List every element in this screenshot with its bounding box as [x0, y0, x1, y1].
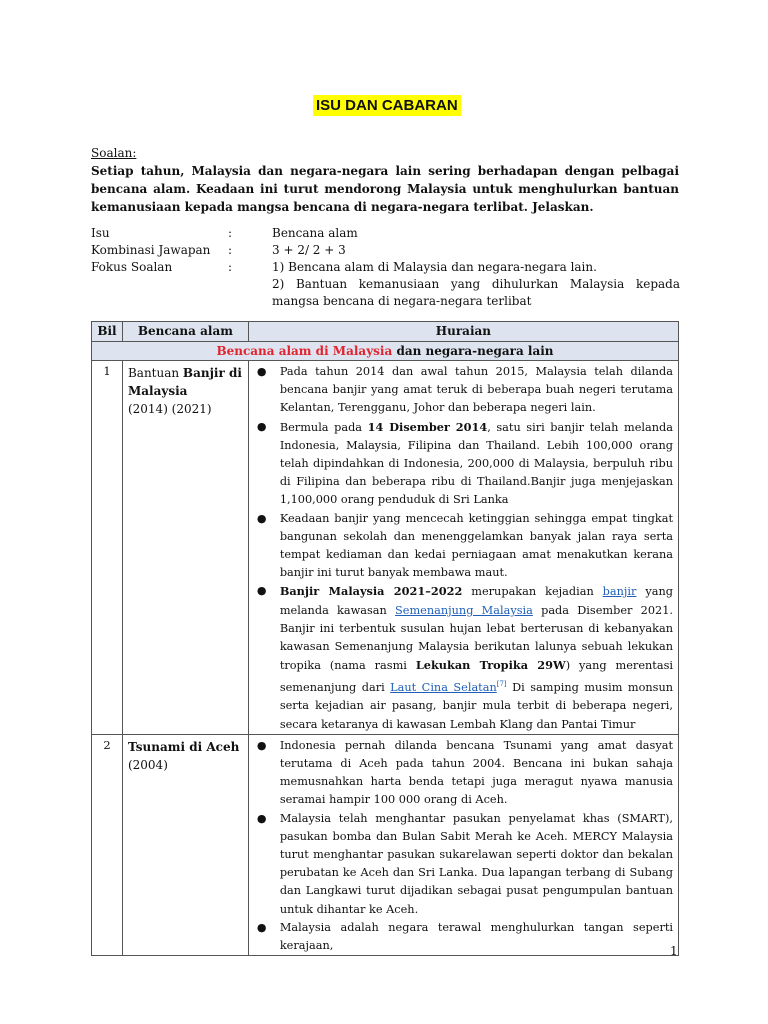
meta-row-fokus — [91, 259, 680, 310]
kombinasi-label: Kombinasi Jawapan — [91, 243, 211, 257]
colon: : — [228, 243, 233, 257]
row-description — [248, 361, 678, 735]
fokus-1: 1) Bencana alam di Malaysia dan negara-negara lain. — [272, 260, 597, 274]
disaster-name: Banjir di Malaysia — [127, 366, 242, 398]
colon: : — [228, 226, 233, 240]
list-item — [254, 510, 673, 583]
fokus-2: 2) Bantuan kemanusiaan yang dihulurkan Malaysia kepada mangsa bencana di negara-negara terlibat — [272, 277, 680, 308]
bullet-text: ) yang merentasi semenanjung dari — [279, 659, 673, 695]
bullet-text: Di samping musim monsun serta kejadian air pasang, banjir mula terbit di beberapa negeri, secara ketaranya di kawasan Lembah Klang dan Pantai Timur — [279, 681, 673, 731]
bullet-icon: ● — [256, 511, 267, 525]
citation-link[interactable]: [7] — [496, 680, 507, 689]
colon: : — [228, 260, 233, 274]
bullet-text: Malaysia adalah negara terawal menghulurkan tangan seperti kerajaan, — [279, 920, 673, 953]
bullet-icon: ● — [256, 920, 267, 934]
fokus-label: Fokus Soalan — [91, 260, 173, 274]
header-huraian: Huraian — [248, 322, 678, 342]
bullet-text: Indonesia pernah dilanda bencana Tsunami yang amat dasyat terutama di Aceh pada tahun 2004. Bencana ini bukan sahaja memusnahkan harta benda tetapi juga meragut nyawa manusia seramai hampir 100 000 orang di Aceh. — [279, 738, 673, 807]
section-row — [92, 342, 679, 361]
link-banjir[interactable]: banjir — [602, 585, 637, 599]
bullet-text: , satu siri banjir telah melanda Indonesia, Malaysia, Filipina dan Thailand. Lebih 100,000 orang telah dipindahkan di Indonesia, 200,000 di Malaysia, berpuluh ribu di Filipina dan beberapa ribu di Thailand.Banjir juga menjejaskan 1,100,000 orang penduduk di Sri Lanka — [279, 420, 674, 507]
list-item — [254, 418, 673, 510]
bullet-bold: Banjir Malaysia 2021–2022 — [279, 584, 463, 599]
header-bencana: Bencana alam — [122, 322, 248, 342]
bullet-bold: 14 Disember 2014 — [367, 419, 488, 434]
isu-label: Isu — [91, 226, 110, 240]
fokus-values — [272, 259, 680, 310]
row-number: 2 — [92, 734, 123, 955]
bullet-text: Malaysia telah menghantar pasukan penyelamat khas (SMART), pasukan bomba dan Bulan Sabit Merah ke Aceh. MERCY Malaysia turut menghantar pasukan sukarelawan seperti doktor dan bekalan perubatan ke Aceh dan Sri Lanka. Dua lapangan terbang di Subang dan Langkawi turut dijadikan sebagai pusat pengumpulan bantuan untuk dihantar ke Aceh. — [279, 811, 673, 916]
section-heading-red: Bencana alam di Malaysia — [216, 344, 393, 358]
list-item — [254, 582, 673, 733]
header-bil: Bil — [92, 322, 123, 342]
isu-value: Bencana alam — [272, 226, 358, 240]
disaster-prefix: Bantuan — [127, 366, 183, 380]
bullet-bold: Lekukan Tropika 29W — [415, 658, 566, 673]
meta-row-kombinasi — [91, 242, 680, 259]
link-laut-cina-selatan[interactable]: Laut Cina Selatan — [390, 681, 497, 695]
bullet-icon: ● — [256, 738, 267, 752]
list-item — [254, 810, 673, 919]
disaster-year: (2014) (2021) — [127, 402, 212, 416]
question-label: Soalan: — [91, 146, 137, 160]
bullet-icon: ● — [256, 419, 267, 433]
bullet-text: pada Disember 2021. Banjir ini terbentuk susulan hujan lebat berterusan di kebanyakan kawasan Semenanjung Malaysia berikutan lalunya sebuah lekukan tropika (nama rasmi — [279, 603, 673, 673]
bullet-text: yang melanda kawasan — [279, 585, 674, 617]
disaster-name: Tsunami di Aceh — [127, 739, 240, 754]
huraian-table — [91, 321, 679, 956]
row-disaster — [122, 361, 248, 735]
table-row — [92, 734, 679, 955]
bullet-icon: ● — [256, 365, 267, 378]
section-heading — [92, 342, 679, 361]
row-description — [248, 734, 678, 955]
link-semenanjung-malaysia[interactable]: Semenanjung Malaysia — [395, 603, 533, 617]
page-title: ISU DAN CABARAN — [313, 95, 461, 116]
bullet-text: merupakan kejadian — [462, 585, 603, 599]
bullet-icon: ● — [256, 584, 267, 598]
question-text: Setiap tahun, Malaysia dan negara-negara lain sering berhadapan dengan pelbagai bencana alam. Keadaan ini turut mendorong Malaysia untuk menghulurkan bantuan kemanusiaan kepada mangsa bencana di negara-negara terlibat. Jelaskan. — [91, 164, 679, 214]
row-disaster — [122, 734, 248, 955]
table-header — [92, 322, 679, 342]
meta-block — [91, 225, 680, 310]
disaster-year: (2004) — [127, 757, 168, 772]
bullet-text: Bermula pada — [279, 420, 368, 434]
bullet-text: Keadaan banjir yang mencecah ketinggian sehingga empat tingkat bangunan sekolah dan menenggelamkan banyak jalan raya serta tempat kediaman dan kedai perniagaan amat menakutkan kerana banjir ini turut banyak membawa maut. — [279, 511, 673, 580]
bullet-icon: ● — [256, 811, 267, 825]
table-row — [92, 361, 679, 735]
list-item — [254, 919, 673, 955]
row-number: 1 — [92, 361, 123, 735]
meta-row-isu — [91, 225, 680, 242]
list-item — [254, 737, 673, 810]
list-item — [254, 363, 673, 418]
section-heading-rest: dan negara-negara lain — [392, 344, 554, 358]
page-number: 1 — [670, 944, 678, 958]
bullet-text: Pada tahun 2014 dan awal tahun 2015, Malaysia telah dilanda bencana banjir yang amat teruk di beberapa buah negeri terutama Kelantan, Terengganu, Johor dan beberapa negeri lain. — [279, 365, 673, 415]
kombinasi-value: 3 + 2/ 2 + 3 — [272, 243, 346, 257]
